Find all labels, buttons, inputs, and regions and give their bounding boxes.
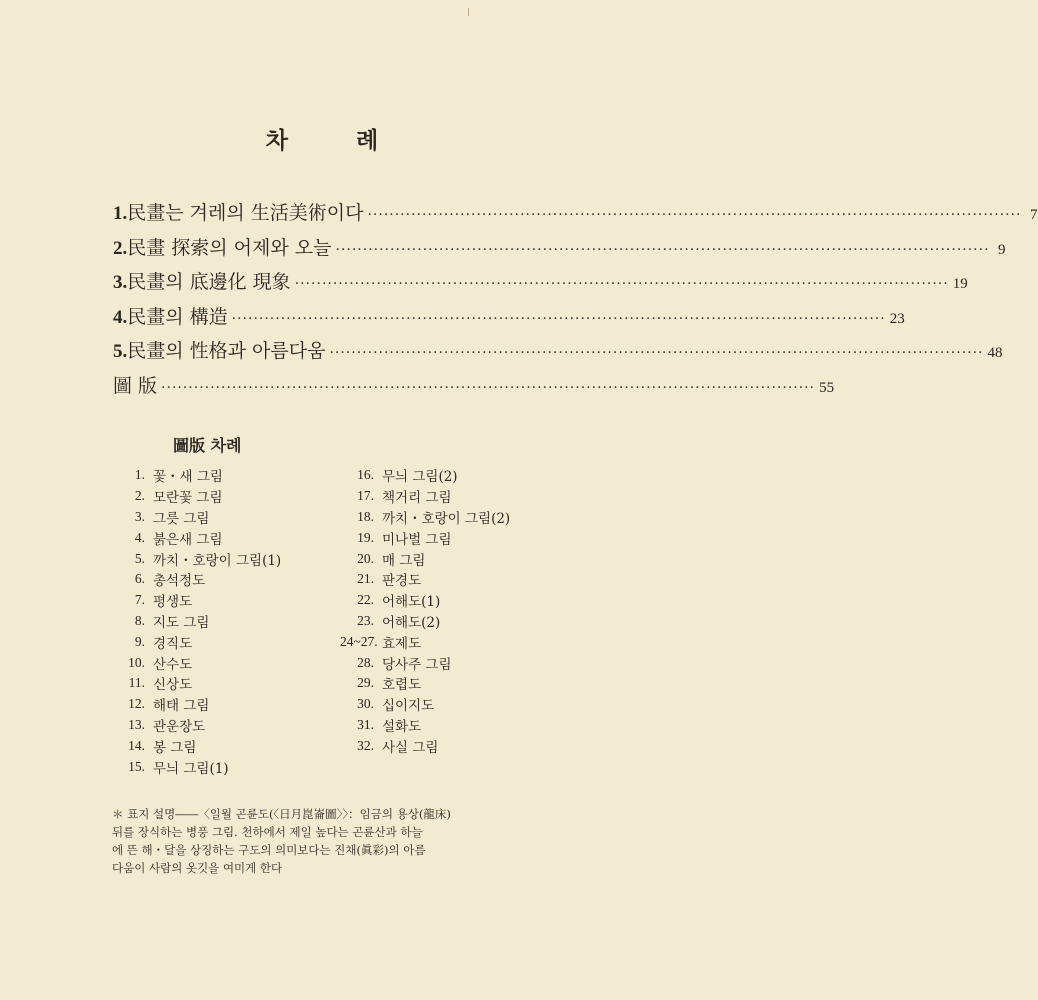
plate-list-item bbox=[340, 652, 510, 673]
plate-label: 까치・호랑이 그림(1) bbox=[153, 552, 282, 569]
plate-list-item bbox=[113, 735, 281, 756]
plate-number: 14. bbox=[128, 737, 145, 753]
toc-entry-number: 2. bbox=[113, 237, 128, 259]
toc-leader-dots: ························································································································ bbox=[335, 241, 990, 258]
plate-list-item bbox=[113, 590, 281, 611]
plate-number: 8. bbox=[134, 612, 145, 628]
toc-leader-dots: ························································································································ bbox=[231, 310, 886, 327]
plate-list-item bbox=[340, 569, 510, 590]
plate-list-item bbox=[340, 548, 510, 569]
plate-number: 5. bbox=[134, 550, 145, 566]
toc-leader-dots: ························································································································ bbox=[294, 276, 949, 292]
toc-leader-dots: ························································································································ bbox=[329, 345, 984, 361]
plate-list-item bbox=[113, 465, 281, 486]
plate-label: 무늬 그림(1) bbox=[153, 760, 229, 777]
plate-number: 7. bbox=[134, 592, 145, 608]
plate-label: 까치・호랑이 그림(2) bbox=[382, 510, 511, 527]
table-of-contents bbox=[113, 198, 1038, 405]
plate-list-item bbox=[113, 631, 281, 652]
plate-label: 무늬 그림(2) bbox=[382, 469, 458, 486]
toc-entry bbox=[113, 198, 1038, 233]
plates-list-right bbox=[340, 465, 510, 756]
plate-number: 17. bbox=[357, 488, 374, 504]
toc-entry-page: 19 bbox=[952, 276, 968, 292]
plate-number: 9. bbox=[134, 633, 145, 649]
plate-number: 15. bbox=[128, 758, 145, 774]
plate-list-item bbox=[340, 507, 510, 528]
toc-entry-title: 民畫 探索의 어제와 오늘 bbox=[127, 236, 332, 259]
plate-number: 31. bbox=[357, 716, 374, 732]
plate-list-item bbox=[113, 548, 281, 569]
plate-label: 미나벌 그림 bbox=[382, 531, 452, 548]
plate-label: 경직도 bbox=[153, 635, 193, 652]
plate-number: 4. bbox=[134, 529, 145, 545]
plate-list-item bbox=[113, 652, 281, 673]
plate-list-item bbox=[113, 673, 281, 694]
toc-entry-number: 3. bbox=[113, 272, 128, 293]
plate-label: 매 그림 bbox=[382, 552, 426, 569]
plate-number: 20. bbox=[357, 550, 374, 566]
plate-label: 평생도 bbox=[153, 594, 193, 611]
plate-number: 28. bbox=[357, 654, 374, 670]
toc-entry-page: 9 bbox=[998, 241, 1006, 258]
plate-list-item bbox=[340, 486, 510, 507]
toc-entry-number: 4. bbox=[113, 306, 128, 328]
plate-label: 어해도(1) bbox=[382, 594, 441, 611]
plate-number: 3. bbox=[134, 508, 145, 524]
plate-label: 판경도 bbox=[382, 573, 422, 590]
plate-label: 어해도(2) bbox=[382, 614, 441, 631]
toc-entry-page: 48 bbox=[987, 345, 1003, 361]
plate-number: 32. bbox=[357, 737, 374, 753]
plate-label: 신상도 bbox=[153, 677, 193, 694]
plate-list-item bbox=[340, 735, 510, 756]
toc-entry bbox=[113, 371, 835, 406]
plate-label: 책거리 그림 bbox=[382, 490, 452, 507]
toc-entry-page: 7 bbox=[1030, 207, 1038, 223]
toc-entry-title: 民畫의 底邊化 現象 bbox=[127, 271, 291, 293]
cover-note-line: 에 뜬 해・달을 상징하는 구도의 의미보다는 진채(眞彩)의 아름 bbox=[112, 843, 426, 857]
plate-list-item bbox=[340, 465, 510, 486]
plate-number: 12. bbox=[128, 696, 145, 712]
plate-number: 10. bbox=[128, 654, 145, 670]
toc-entry-title: 民畫의 性格과 아름다움 bbox=[127, 340, 326, 362]
plate-number: 21. bbox=[357, 571, 374, 587]
plate-label: 산수도 bbox=[153, 656, 193, 673]
plate-label: 사실 그림 bbox=[382, 739, 439, 756]
plate-list-item bbox=[113, 486, 281, 507]
plate-label: 관운장도 bbox=[153, 718, 206, 735]
cover-note-line: 뒤를 장식하는 병풍 그림. 천하에서 제일 높다는 곤륜산과 하늘 bbox=[112, 825, 423, 839]
plate-number: 13. bbox=[128, 716, 145, 732]
paper-mark bbox=[468, 8, 469, 16]
plate-label: 붉은새 그림 bbox=[153, 531, 223, 548]
toc-entry-title: 民畫의 構造 bbox=[127, 305, 228, 328]
plate-number: 16. bbox=[357, 467, 374, 483]
cover-note-line: ＊ 표지 설명――〈일월 곤륜도(〈日月崑崙圖〉〉：임금의 용상(龍床) bbox=[112, 807, 451, 821]
toc-entry bbox=[113, 302, 905, 337]
plate-number: 30. bbox=[357, 696, 374, 712]
page-title: 차 례 bbox=[265, 127, 409, 154]
toc-entry bbox=[113, 233, 1006, 268]
toc-entry bbox=[113, 336, 1003, 371]
plate-number: 23. bbox=[357, 612, 374, 628]
plate-list-item bbox=[340, 715, 510, 736]
plate-list-item bbox=[340, 611, 510, 632]
plate-list-item bbox=[113, 756, 281, 777]
plate-number: 22. bbox=[357, 592, 374, 608]
plate-label: 꽃・새 그림 bbox=[153, 469, 223, 486]
plate-list-item bbox=[340, 673, 510, 694]
plate-list-item bbox=[113, 694, 281, 715]
plate-label: 모란꽃 그림 bbox=[153, 490, 223, 507]
toc-entry bbox=[113, 267, 968, 302]
plate-label: 봉 그림 bbox=[153, 739, 197, 756]
plate-label: 설화도 bbox=[382, 718, 422, 735]
plate-list-item bbox=[340, 694, 510, 715]
plate-list-item bbox=[113, 527, 281, 548]
plate-list-item bbox=[340, 631, 510, 652]
plate-label: 효제도 bbox=[382, 635, 422, 652]
plate-number: 2. bbox=[134, 488, 145, 504]
toc-entry-number: 5. bbox=[113, 341, 128, 362]
plate-label: 해태 그림 bbox=[153, 698, 210, 715]
plate-label: 총석정도 bbox=[153, 573, 206, 590]
plate-list-item bbox=[113, 715, 281, 736]
plate-list-item bbox=[113, 507, 281, 528]
cover-note bbox=[112, 805, 542, 877]
toc-entry-page: 55 bbox=[819, 379, 835, 396]
plate-list-item bbox=[340, 590, 510, 611]
toc-entry-title: 圖 版 bbox=[113, 374, 158, 397]
plate-label: 당사주 그림 bbox=[382, 656, 452, 673]
toc-leader-dots: ························································································································ bbox=[367, 207, 1022, 223]
plate-number: 18. bbox=[357, 508, 374, 524]
cover-note-line: 다움이 사람의 옷깃을 여미게 한다 bbox=[112, 861, 283, 875]
toc-entry-number: 1. bbox=[113, 203, 128, 224]
plate-list-item bbox=[340, 527, 510, 548]
plate-number: 19. bbox=[357, 529, 374, 545]
plate-label: 십이지도 bbox=[382, 698, 435, 715]
plate-list-item bbox=[113, 611, 281, 632]
plates-list-title: 圖版 차례 bbox=[173, 436, 242, 455]
plate-number: 24~27. bbox=[340, 633, 378, 649]
toc-entry-page: 23 bbox=[889, 310, 905, 327]
plate-number: 6. bbox=[134, 571, 145, 587]
plate-list-item bbox=[113, 569, 281, 590]
toc-leader-dots: ························································································································ bbox=[161, 379, 816, 396]
toc-entry-title: 民畫는 겨레의 生活美術이다 bbox=[127, 202, 364, 224]
plate-number: 11. bbox=[128, 675, 145, 691]
plate-label: 그릇 그림 bbox=[153, 510, 210, 527]
plate-label: 지도 그림 bbox=[153, 614, 210, 631]
plate-number: 1. bbox=[134, 467, 145, 483]
plate-label: 호렵도 bbox=[382, 677, 422, 694]
plates-list-left bbox=[113, 465, 281, 777]
plate-number: 29. bbox=[357, 675, 374, 691]
